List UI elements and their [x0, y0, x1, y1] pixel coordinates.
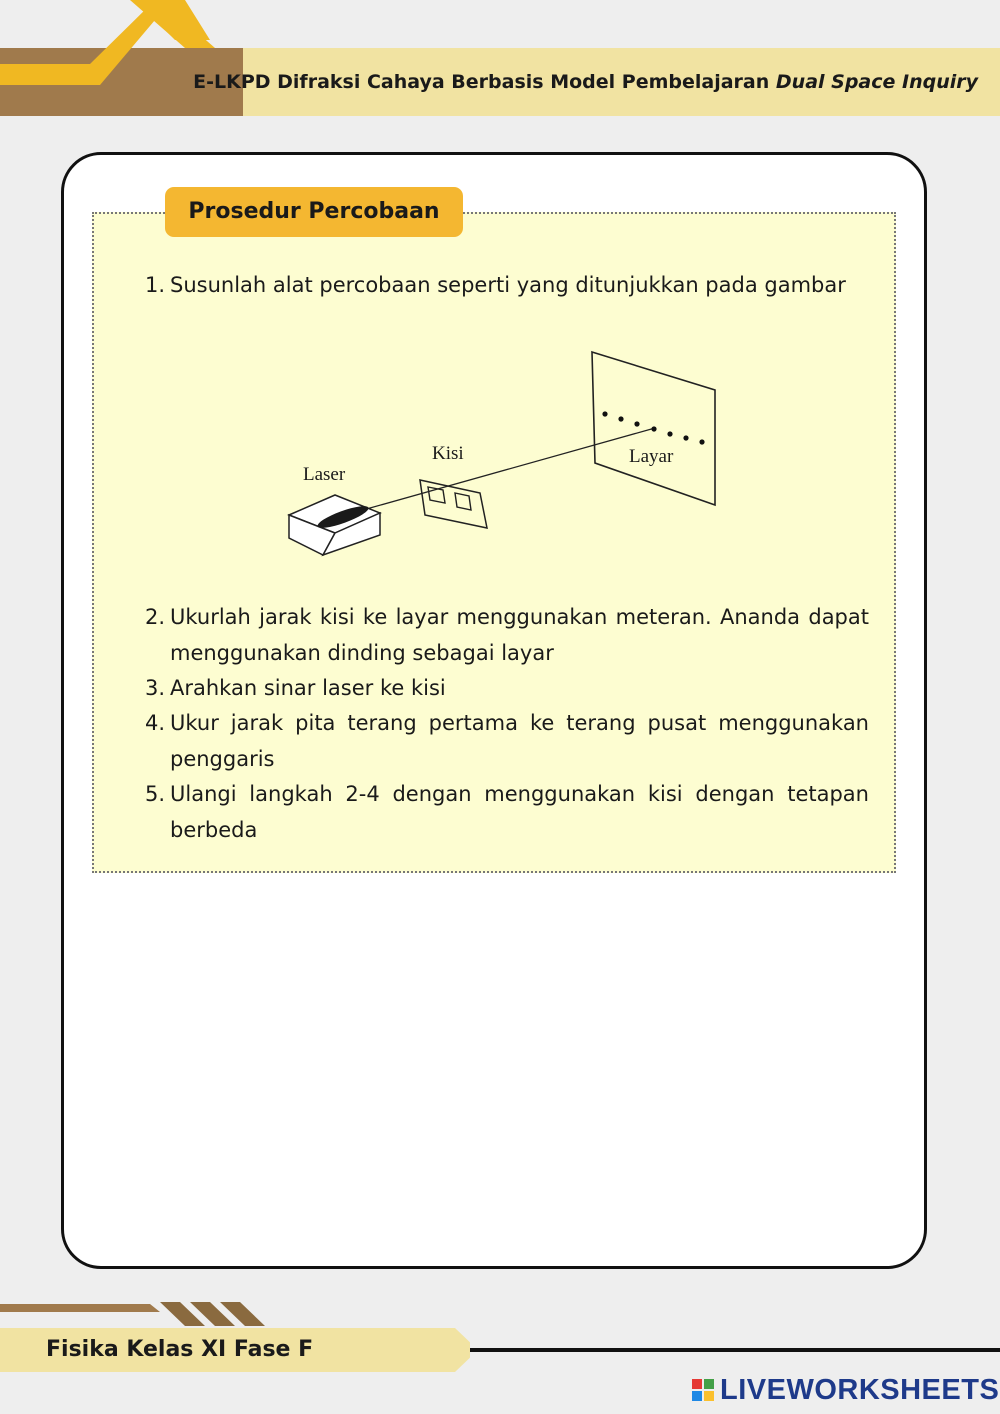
- step-text: Ukurlah jarak kisi ke layar menggunakan meteran. Ananda dapat menggunakan dinding sebagai layar: [170, 605, 869, 665]
- diffraction-dots: [602, 411, 704, 444]
- header-title-main: E-LKPD Difraksi Cahaya Berbasis Model Pembelajaran: [193, 71, 776, 93]
- step-number: 3.: [145, 676, 166, 700]
- step-text: Susunlah alat percobaan seperti yang ditunjukkan pada gambar: [170, 273, 846, 297]
- step-1: [145, 268, 869, 304]
- footer-rule: [470, 1348, 1000, 1352]
- step-number: 2.: [145, 605, 166, 629]
- step-number: 5.: [145, 782, 166, 806]
- laser-beam: [345, 428, 655, 515]
- label-kisi: Kisi: [432, 443, 464, 464]
- step-number: 1.: [145, 273, 166, 297]
- liveworksheets-brand[interactable]: [692, 1372, 999, 1408]
- section-title: Prosedur Percobaan: [165, 187, 463, 237]
- step-2: [145, 600, 869, 671]
- step-text: Ulangi langkah 2-4 dengan menggunakan kisi dengan tetapan berbeda: [170, 782, 869, 842]
- liveworksheets-wordmark: LIVEWORKSHEETS: [720, 1373, 1000, 1406]
- step-text: Ukur jarak pita terang pertama ke terang pusat menggunakan penggaris: [170, 711, 869, 771]
- liveworksheets-logo-icon: [692, 1379, 714, 1401]
- diffraction-setup-figure: [265, 345, 735, 570]
- step-5: [145, 777, 869, 848]
- label-layar: Layar: [629, 446, 674, 467]
- step-number: 4.: [145, 711, 166, 735]
- step-text: Arahkan sinar laser ke kisi: [170, 676, 446, 700]
- label-laser: Laser: [303, 464, 346, 485]
- header-title: [193, 48, 978, 116]
- header-title-italic: Dual Space Inquiry: [775, 71, 978, 93]
- step-3: [145, 671, 869, 707]
- footer-stripes-decoration: [0, 1300, 280, 1330]
- step-4: [145, 706, 869, 777]
- footer-subject: Fisika Kelas XI Fase F: [46, 1337, 314, 1362]
